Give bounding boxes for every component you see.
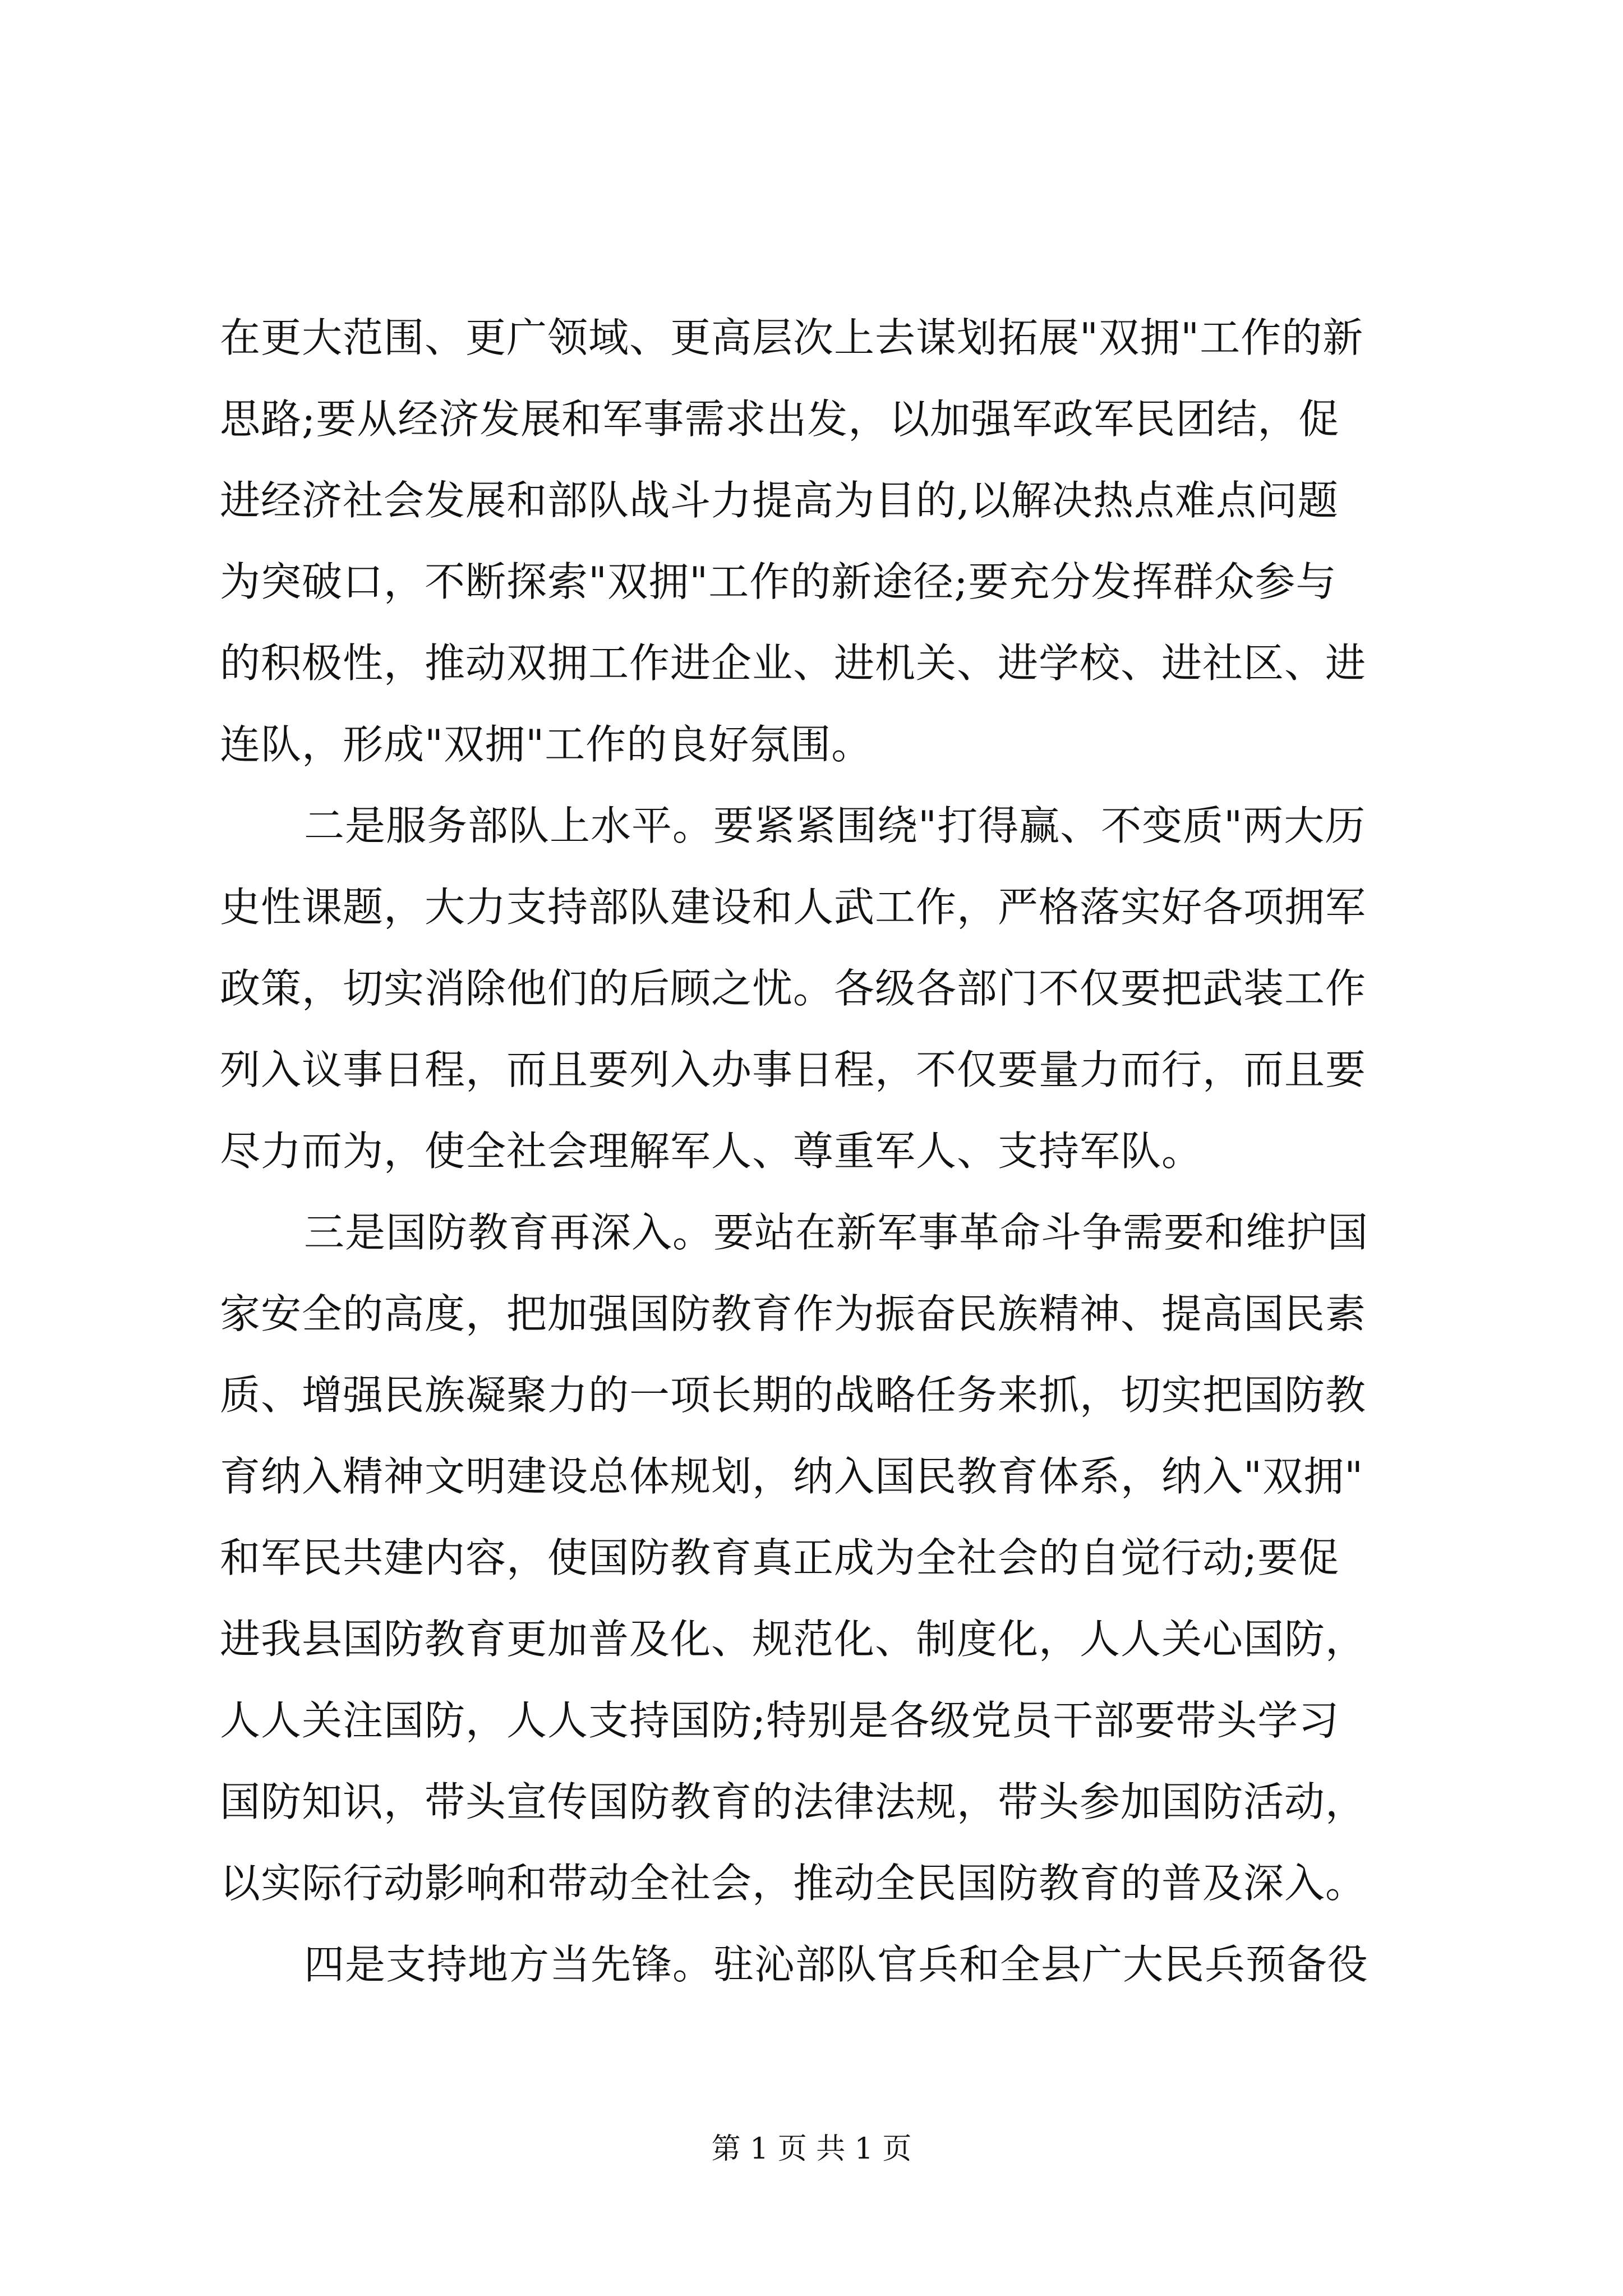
text-line: 连队，形成"双拥"工作的良好氛围。	[220, 721, 873, 768]
text-line: 的积极性，推动双拥工作进企业、进机关、进学校、进社区、进	[220, 639, 1367, 687]
text-line: 思路;要从经济发展和军事需求出发，以加强军政军民团结，促	[220, 395, 1340, 443]
paragraph-start-line: 三是国防教育再深入。要站在新军事革命斗争需要和维护国	[304, 1209, 1369, 1256]
paragraph-start-line: 四是支持地方当先锋。驻沁部队官兵和全县广大民兵预备役	[304, 1941, 1369, 1988]
text-line: 进我县国防教育更加普及化、规范化、制度化，人人关心国防，	[220, 1616, 1367, 1663]
text-line: 质、增强民族凝聚力的一项长期的战略任务来抓，切实把国防教	[220, 1372, 1367, 1419]
text-line: 列入议事日程，而且要列入办事日程，不仅要量力而行，而且要	[220, 1046, 1367, 1093]
paragraph-start-line: 二是服务部队上水平。要紧紧围绕"打得赢、不变质"两大历	[304, 802, 1366, 849]
text-line: 进经济社会发展和部队战斗力提高为目的,以解决热点难点问题	[220, 477, 1339, 524]
text-line: 国防知识，带头宣传国防教育的法律法规，带头参加国防活动，	[220, 1778, 1367, 1825]
text-line: 人人关注国防，人人支持国防;特别是各级党员干部要带头学习	[220, 1697, 1340, 1744]
text-line: 在更大范围、更广领域、更高层次上去谋划拓展"双拥"工作的新	[220, 314, 1364, 361]
text-line: 史性课题，大力支持部队建设和人武工作，严格落实好各项拥军	[220, 884, 1367, 931]
text-line: 和军民共建内容，使国防教育真正成为全社会的自觉行动;要促	[220, 1534, 1340, 1581]
text-line: 政策，切实消除他们的后顾之忧。各级各部门不仅要把武装工作	[220, 965, 1367, 1012]
text-line: 为突破口，不断探索"双拥"工作的新途径;要充分发挥群众参与	[220, 558, 1337, 605]
text-line: 育纳入精神文明建设总体规划，纳入国民教育体系，纳入"双拥"	[220, 1453, 1364, 1500]
text-line: 尽力而为，使全社会理解军人、尊重军人、支持军队。	[220, 1128, 1203, 1175]
page-footer: 第 1 页 共 1 页	[711, 2132, 912, 2166]
text-line: 以实际行动影响和带动全社会，推动全民国防教育的普及深入。	[220, 1860, 1367, 1907]
body-text	[220, 297, 1442, 2005]
text-line: 家安全的高度，把加强国防教育作为振奋民族精神、提高国民素	[220, 1290, 1367, 1337]
